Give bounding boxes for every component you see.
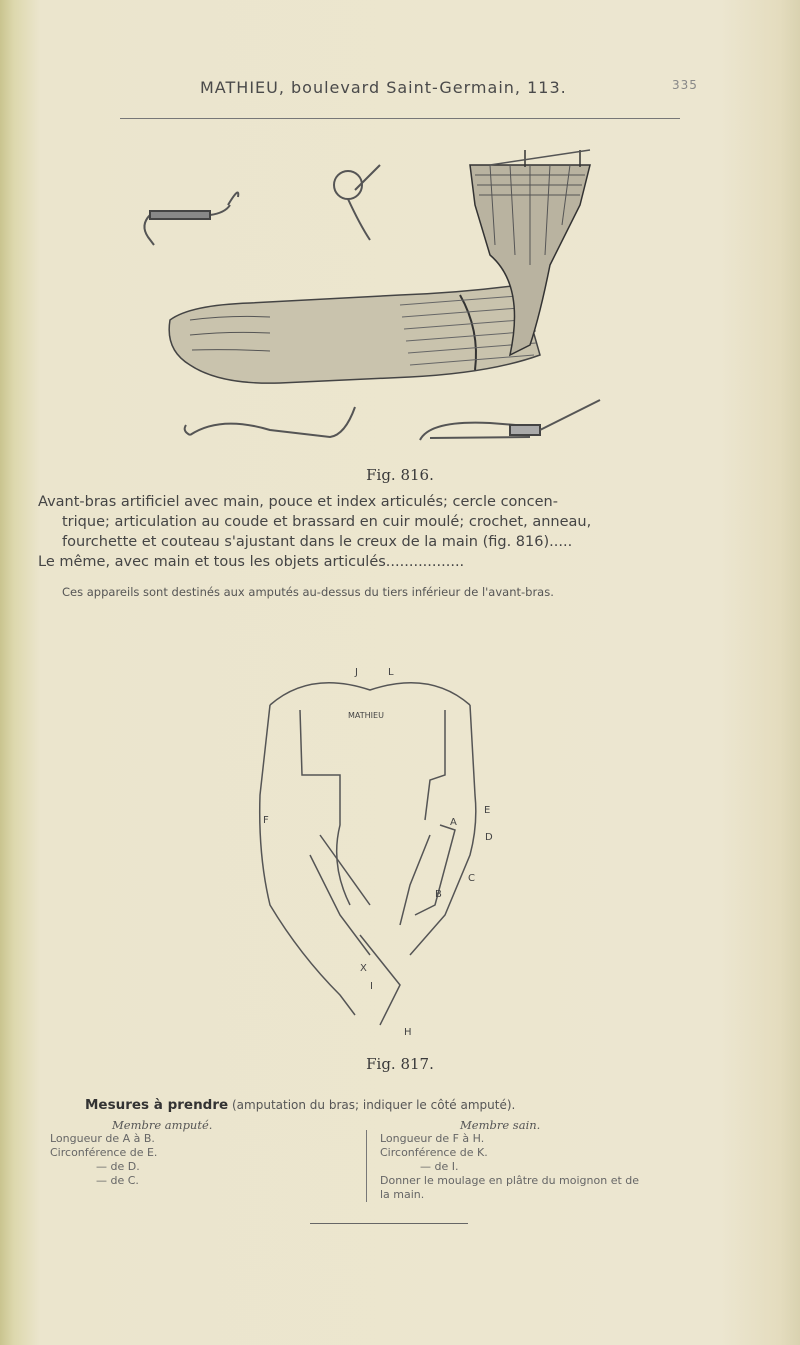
measures-heading xyxy=(85,1097,765,1113)
measure-row: — de C. xyxy=(96,1174,139,1187)
figure-817-caption: Fig. 817. xyxy=(366,1055,434,1073)
end-rule xyxy=(310,1223,468,1224)
forearm-illustration xyxy=(169,150,590,383)
ring-tool-illustration xyxy=(334,165,380,240)
measure-row: Circonférence de K. xyxy=(380,1146,488,1159)
running-title: MATHIEU, boulevard Saint-Germain, 113. xyxy=(200,78,567,97)
figure-816-caption: Fig. 816. xyxy=(366,466,434,484)
stamp-mathieu: MATHIEU xyxy=(348,711,384,720)
measure-row: Circonférence de E. xyxy=(50,1146,158,1159)
label-B: B xyxy=(435,889,442,900)
measures-title: Mesures à prendre xyxy=(85,1097,229,1113)
label-I: I xyxy=(370,981,373,992)
figure-817-measurement-diagram xyxy=(230,655,530,1045)
healthy-limb-heading: Membre sain. xyxy=(460,1118,541,1132)
measure-row: la main. xyxy=(380,1188,425,1201)
figure-816-artificial-forearm xyxy=(130,145,630,460)
label-D: D xyxy=(485,832,493,843)
label-L: L xyxy=(388,667,394,678)
description-line-2: trique; articulation au coude et brassard en cuir moulé; crochet, anneau, xyxy=(62,514,592,530)
amputated-limb-column xyxy=(50,1118,290,1188)
label-A: A xyxy=(450,817,457,828)
label-X: X xyxy=(360,963,367,974)
page-number: 335 xyxy=(672,78,698,92)
measure-row: Longueur de F à H. xyxy=(380,1132,485,1145)
label-H: H xyxy=(404,1027,412,1038)
product-description xyxy=(38,492,678,572)
label-C: C xyxy=(468,873,475,884)
knife-illustration xyxy=(420,400,600,440)
label-E: E xyxy=(484,805,491,816)
measure-row: — de I. xyxy=(420,1160,459,1173)
description-line-3: fourchette et couteau s'ajustant dans le creux de la main (fig. 816)..... xyxy=(62,534,573,550)
amputated-limb-heading: Membre amputé. xyxy=(112,1118,213,1132)
diagram-labels xyxy=(263,667,493,1038)
label-J: J xyxy=(355,667,358,678)
column-divider xyxy=(366,1130,367,1202)
measure-row: Longueur de A à B. xyxy=(50,1132,155,1145)
healthy-limb-column xyxy=(380,1118,740,1202)
measure-row: — de D. xyxy=(96,1160,140,1173)
page-header xyxy=(0,78,800,102)
header-rule xyxy=(120,118,680,119)
measures-subtitle: (amputation du bras; indiquer le côté amputé). xyxy=(232,1098,516,1112)
description-line-1: Avant-bras artificiel avec main, pouce et index articulés; cercle concen- xyxy=(38,494,558,510)
fork-illustration xyxy=(185,407,355,437)
description-line-4: Le même, avec main et tous les objets articulés................. xyxy=(38,554,465,570)
description-note: Ces appareils sont destinés aux amputés au-dessus du tiers inférieur de l'avant-bras. xyxy=(62,585,554,599)
hook-tool-illustration xyxy=(144,193,238,246)
label-F: F xyxy=(263,815,269,826)
measure-row: Donner le moulage en plâtre du moignon et de xyxy=(380,1174,640,1187)
